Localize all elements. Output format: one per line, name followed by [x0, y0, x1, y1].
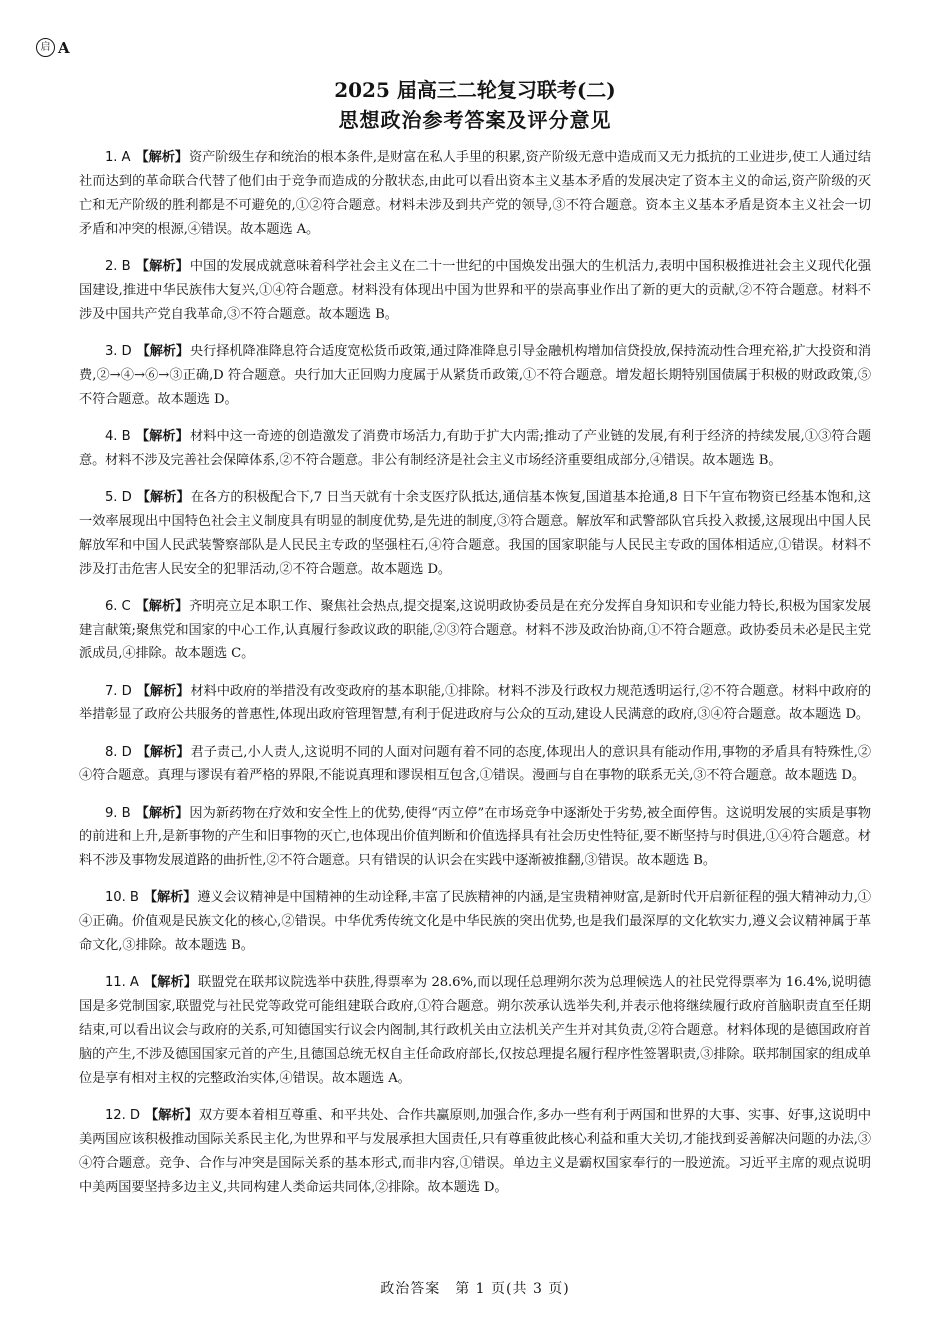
- answer-item-6: [79, 595, 871, 667]
- analysis-text: 双方要本着相互尊重、和平共处、合作共赢原则,加强合作,多办一些有利于两国和世界的大事、实事、好事,这说明中美两国应该积极推动国际关系民主化,为世界和平与发展承担大国责任,只有尊重彼此核心利益和重大关切,才能找到妥善解决问题的办法,③④符合题意。竞争、合作与冲突是国际关系的基本形式,而非内容,①错误。单边主义是霸权国家奉行的一股逆流。习近平主席的观点说明中美两国要坚持多边主义,共同构建人类命运共同体,②排除。故本题选 D。: [79, 1108, 871, 1195]
- answer-item-5: [79, 486, 871, 582]
- analysis-tag: 【解析】: [135, 805, 189, 821]
- answer-number: 6. C: [105, 598, 131, 614]
- version-letter: A: [58, 38, 70, 57]
- analysis-text: 中国的发展成就意味着科学社会主义在二十一世纪的中国焕发出强大的生机活力,表明中国积极推进社会主义现代化强国建设,推进中华民族伟大复兴,①④符合题意。材料没有体现出中国为世界和平的崇高事业作出了新的更大的贡献,②不符合题意。材料不涉及中国共产党自我革命,③不符合题意。故本题选 B。: [79, 259, 871, 322]
- analysis-tag: 【解析】: [135, 428, 189, 444]
- answer-item-12: [79, 1104, 871, 1200]
- answer-item-1: [79, 146, 871, 242]
- analysis-tag: 【解析】: [136, 343, 190, 359]
- answer-number: 8. D: [105, 744, 132, 760]
- analysis-tag: 【解析】: [135, 259, 189, 274]
- analysis-tag: 【解析】: [135, 598, 189, 614]
- analysis-text: 资产阶级生存和统治的根本条件,是财富在私人手里的积累,资产阶级无意中造成而又无力抵抗的工业进步,使工人通过结社而达到的革命联合代替了他们由于竞争而造成的分散状态,由此可以看出资本主义基本矛盾的发展决定了资本主义的命运,资产阶级的灭亡和无产阶级的胜利都是不可避免的,①②符合题意。材料未涉及到共产党的领导,③不符合题意。资本主义基本矛盾是资本主义社会一切矛盾和冲突的根源,④错误。故本题选 A。: [79, 150, 871, 237]
- answer-number: 5. D: [105, 489, 132, 505]
- analysis-tag: 【解析】: [135, 150, 189, 166]
- answer-item-9: [79, 802, 871, 874]
- analysis-tag: 【解析】: [136, 489, 190, 505]
- analysis-text: 材料中这一奇迹的创造激发了消费市场活力,有助于扩大内需;推动了产业链的发展,有利于经济的持续发展,①③符合题意。材料不涉及完善社会保障体系,②不符合题意。非公有制经济是社会主义市场经济重要组成部分,④错误。故本题选 B。: [79, 428, 872, 468]
- analysis-text: 央行择机降准降息符合适度宽松货币政策,通过降准降息引导金融机构增加信贷投放,保持流动性合理充裕,扩大投资和消费,②→④→⑥→③正确,D 符合题意。央行加大正回购力度属于从紧货币政策,①不符合题意。增发超长期特别国债属于积极的财政政策,⑤不符合题意。故本题选 D。: [79, 343, 872, 407]
- analysis-text: 材料中政府的举措没有改变政府的基本职能,①排除。材料不涉及行政权力规范透明运行,②不符合题意。材料中政府的举措彰显了政府公共服务的普惠性,体现出政府管理智慧,有利于促进政府与公众的互动,建设人民满意的政府,③④符合题意。故本题选 D。: [79, 683, 871, 723]
- analysis-tag: 【解析】: [136, 683, 190, 699]
- paper-version-mark: [36, 38, 70, 57]
- analysis-tag: 【解析】: [143, 890, 197, 906]
- answer-item-4: [79, 425, 871, 473]
- analysis-tag: 【解析】: [144, 1108, 198, 1124]
- document-subtitle: 思想政治参考答案及评分意见: [338, 108, 612, 132]
- answer-number: 1. A: [105, 150, 131, 166]
- answer-number: 11. A: [105, 975, 139, 991]
- answer-number: 4. B: [105, 428, 131, 444]
- answer-number: 3. D: [105, 343, 132, 359]
- answer-item-11: [79, 971, 871, 1091]
- answer-item-10: [79, 886, 871, 958]
- answer-number: 12. D: [105, 1108, 140, 1124]
- seal-icon: 启: [36, 38, 55, 57]
- answer-number: 7. D: [105, 683, 132, 699]
- answer-item-7: [79, 680, 871, 728]
- answer-item-3: [79, 340, 871, 412]
- exam-title: 2025 届高三二轮复习联考(二): [334, 78, 616, 102]
- analysis-text: 联盟党在联邦议院选举中获胜,得票率为 28.6%,而以现任总理朔尔茨为总理候选人的社民党得票率为 16.4%,说明德国是多党制国家,联盟党与社民党等政党可能组建联合政府,①符合题意。朔尔茨承认选举失利,并表示他将继续履行政府首脑职责直至任期结束,可以看出议会与政府的关系,可知德国实行议会内阁制,其行政机关由立法机关产生并对其负责,②符合题意。材料体现的是德国政府首脑的产生,不涉及德国国家元首的产生,且德国总统无权自主任命政府部长,仅按总理提名履行程序性签署职责,③排除。联邦制国家的组成单位是享有相对主权的完整政治实体,④错误。故本题选 A。: [79, 975, 871, 1086]
- answer-number: 9. B: [105, 805, 131, 821]
- answer-number: 2. B: [105, 259, 131, 274]
- analysis-text: 在各方的积极配合下,7 日当天就有十余支医疗队抵达,通信基本恢复,国道基本抢通,8 日下午宣布物资已经基本饱和,这一效率展现出中国特色社会主义制度具有明显的制度优势,是先进的制度,③符合题意。解放军和武警部队官兵投入救援,这展现出中国人民解放军和中国人民武装警察部队是人民民主专政的坚强柱石,④符合题意。我国的国家职能与人民民主专政的国体相适应,①错误。材料不涉及打击危害人民安全的犯罪活动,②不符合题意。故本题选 D。: [79, 489, 871, 577]
- analysis-tag: 【解析】: [143, 975, 197, 991]
- answer-list: [79, 133, 871, 1213]
- analysis-text: 君子责己,小人责人,这说明不同的人面对问题有着不同的态度,体现出人的意识具有能动作用,事物的矛盾具有特殊性,②④符合题意。真理与谬误有着严格的界限,不能说真理和谬误相互包含,①错误。漫画与自在事物的联系无关,③不符合题意。故本题选 D。: [79, 744, 871, 784]
- analysis-tag: 【解析】: [136, 744, 190, 760]
- answer-number: 10. B: [105, 890, 139, 906]
- analysis-text: 遵义会议精神是中国精神的生动诠释,丰富了民族精神的内涵,是宝贵精神财富,是新时代开启新征程的强大精神动力,①④正确。价值观是民族文化的核心,②错误。中华优秀传统文化是中华民族的突出优势,也是我们最深厚的文化软实力,遵义会议精神属于革命文化,③排除。故本题选 B。: [79, 890, 871, 954]
- answer-item-8: [79, 741, 871, 789]
- page-footer: 政治答案 第 1 页(共 3 页): [380, 1281, 570, 1297]
- analysis-text: 齐明亮立足本职工作、聚焦社会热点,提交提案,这说明政协委员是在充分发挥自身知识和专业能力特长,积极为国家发展建言献策;聚焦党和国家的中心工作,认真履行参政议政的职能,②③符合题意。材料不涉及政治协商,①不符合题意。政协委员未必是民主党派成员,④排除。故本题选 C。: [79, 598, 871, 662]
- answer-item-2: [79, 255, 871, 327]
- analysis-text: 因为新药物在疗效和安全性上的优势,使得“丙立停”在市场竞争中逐渐处于劣势,被全面停售。这说明发展的实质是事物的前进和上升,是新事物的产生和旧事物的灭亡,也体现出价值判断和价值选择具有社会历史性特征,要不断坚持与时俱进,①④符合题意。材料不涉及事物发展道路的曲折性,②不符合题意。只有错误的认识会在实践中逐渐被推翻,③错误。故本题选 B。: [79, 805, 871, 869]
